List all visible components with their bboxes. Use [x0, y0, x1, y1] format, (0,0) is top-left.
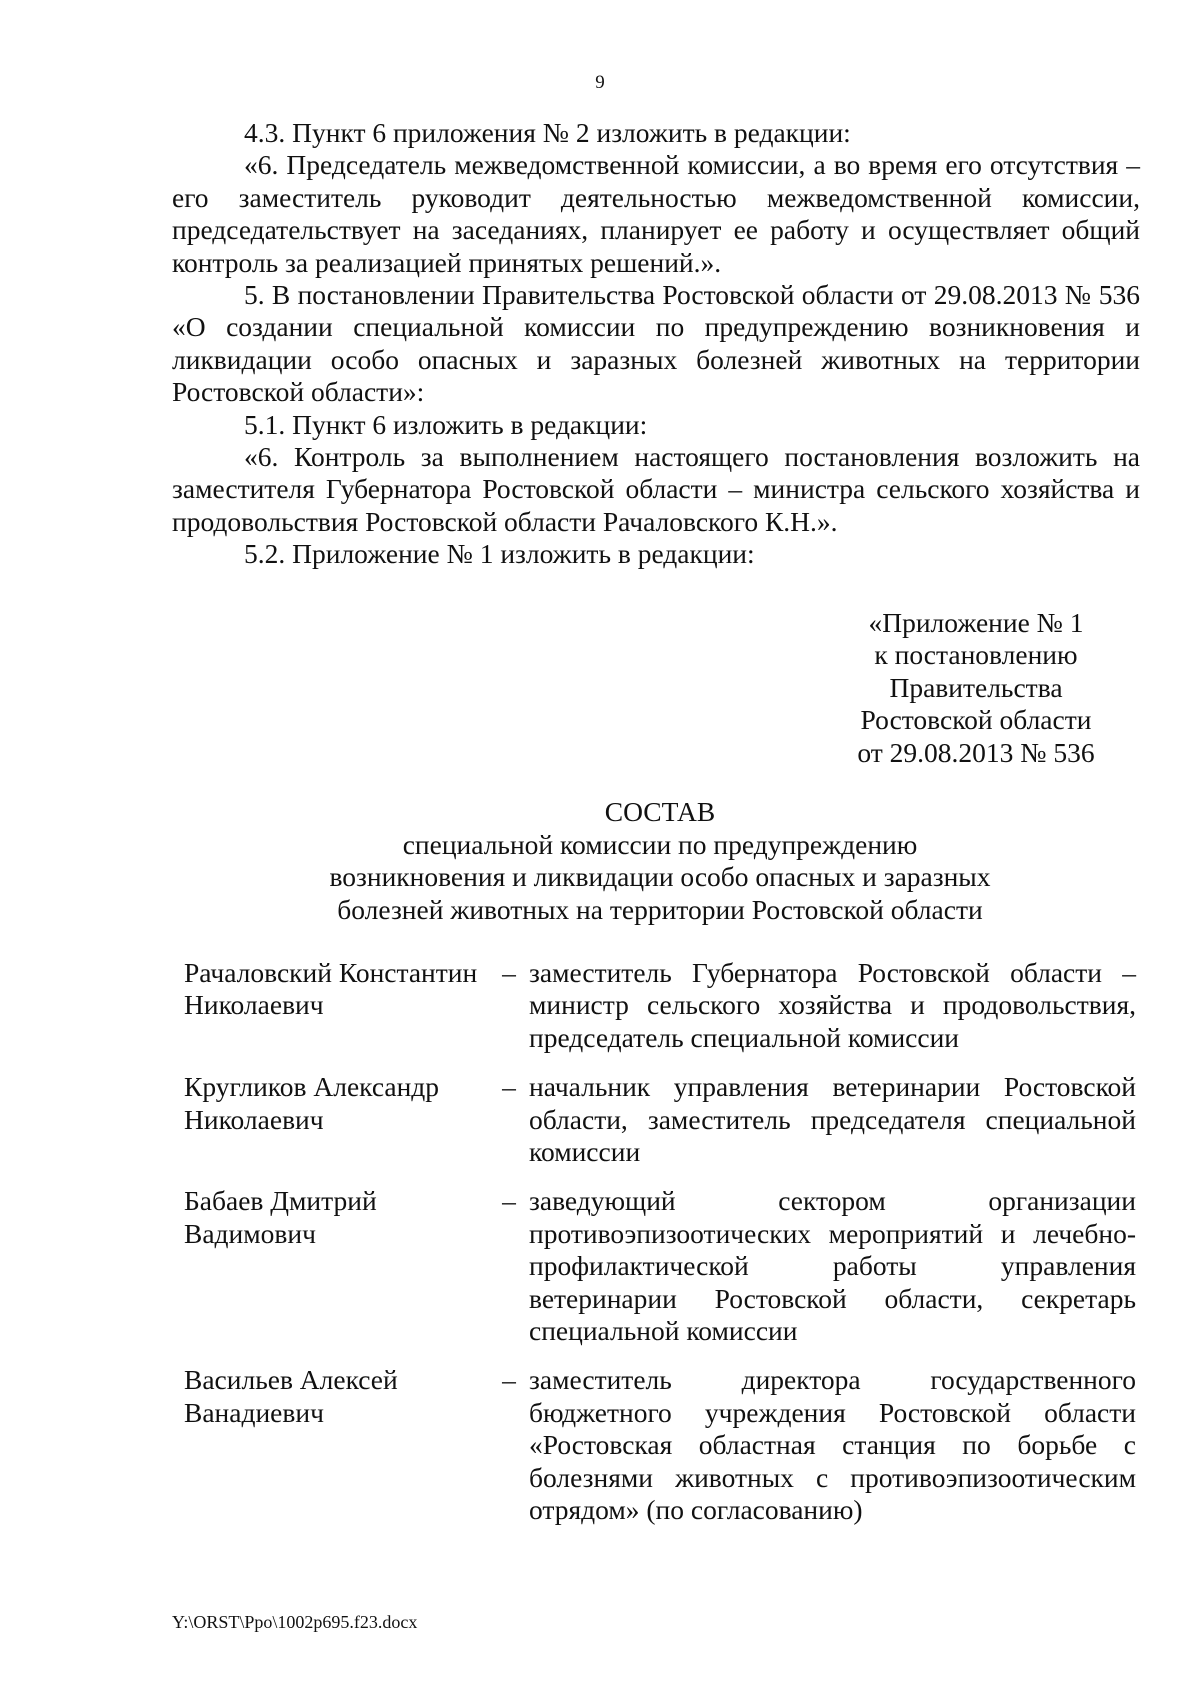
member-row — [184, 1364, 1136, 1526]
appendix-line: к постановлению — [874, 639, 1078, 671]
paragraph-5-1-text: «6. Контроль за выполнением настоящего постановления возложить на заместителя Губернатора Ростовской области – министра сельского хозяйства и продовольствия Ростовской области Рачаловского К.Н.». — [172, 441, 1140, 537]
paragraph-5-2: 5.2. Приложение № 1 изложить в редакции: — [244, 538, 755, 570]
member-dash: – — [502, 1185, 516, 1217]
document-subtitle — [0, 829, 1200, 926]
appendix-line: Ростовской области — [860, 704, 1092, 736]
member-dash: – — [502, 1364, 516, 1396]
member-name: Рачаловский Константин Николаевич — [184, 957, 478, 1021]
subtitle-line: специальной комиссии по предупреждению — [402, 829, 918, 860]
member-role: заместитель Губернатора Ростовской области – министр сельского хозяйства и продовольствия, председатель специальной комиссии — [529, 957, 1136, 1053]
member-dash: – — [502, 957, 516, 988]
paragraph-4-3-text: «6. Председатель межведомственной комиссии, а во время его отсутствия – его заместитель руководит деятельностью межведомственной комиссии, председательствует на заседаниях, планирует ее работу и осуществляет общий контроль за реализацией принятых решений.». — [172, 149, 1140, 278]
appendix-line: Правительства — [889, 671, 1063, 703]
document-title: СОСТАВ — [604, 796, 716, 827]
subtitle-line: болезней животных на территории Ростовской области — [337, 893, 983, 925]
member-dash: – — [502, 1071, 516, 1103]
member-name: Бабаев Дмитрий Вадимович — [184, 1185, 377, 1249]
appendix-line: от 29.08.2013 № 536 — [857, 736, 1095, 768]
appendix-header — [846, 607, 1106, 769]
subtitle-line: возникновения и ликвидации особо опасных и заразных — [329, 861, 991, 893]
member-name: Кругликов Александр Николаевич — [184, 1071, 440, 1135]
members-list — [184, 957, 1136, 1544]
paragraph-4-3: 4.3. Пункт 6 приложения № 2 изложить в редакции: — [244, 117, 851, 148]
document-body — [172, 117, 1140, 571]
appendix-line: «Приложение № 1 — [868, 607, 1084, 638]
paragraph-5-1: 5.1. Пункт 6 изложить в редакции: — [244, 408, 648, 440]
member-row — [184, 957, 1136, 1054]
member-name: Васильев Алексей Ванадиевич — [184, 1364, 398, 1428]
footer-file-path: Y:\ORST\Ppo\1002p695.f23.docx — [172, 1612, 418, 1632]
member-row — [184, 1071, 1136, 1168]
member-row — [184, 1185, 1136, 1347]
paragraph-5: 5. В постановлении Правительства Ростовской области от 29.08.2013 № 536 «О создании специальной комиссии по предупреждению возникновения и ликвидации особо опасных и заразных болезней животных на территории Ростовской области»: — [172, 279, 1140, 408]
page-number: 9 — [595, 72, 605, 93]
member-role: заместитель директора государственного бюджетного учреждения Ростовской области «Ростовская областная станция по борьбе с болезнями животных с противоэпизоотическим отрядом» (по согласованию) — [529, 1364, 1136, 1526]
member-role: заведующий сектором организации противоэпизоотических мероприятий и лечебно-профилактической работы управления ветеринарии Ростовской области, секретарь специальной комиссии — [529, 1185, 1136, 1347]
member-role: начальник управления ветеринарии Ростовской области, заместитель председателя специальной комиссии — [529, 1071, 1136, 1168]
